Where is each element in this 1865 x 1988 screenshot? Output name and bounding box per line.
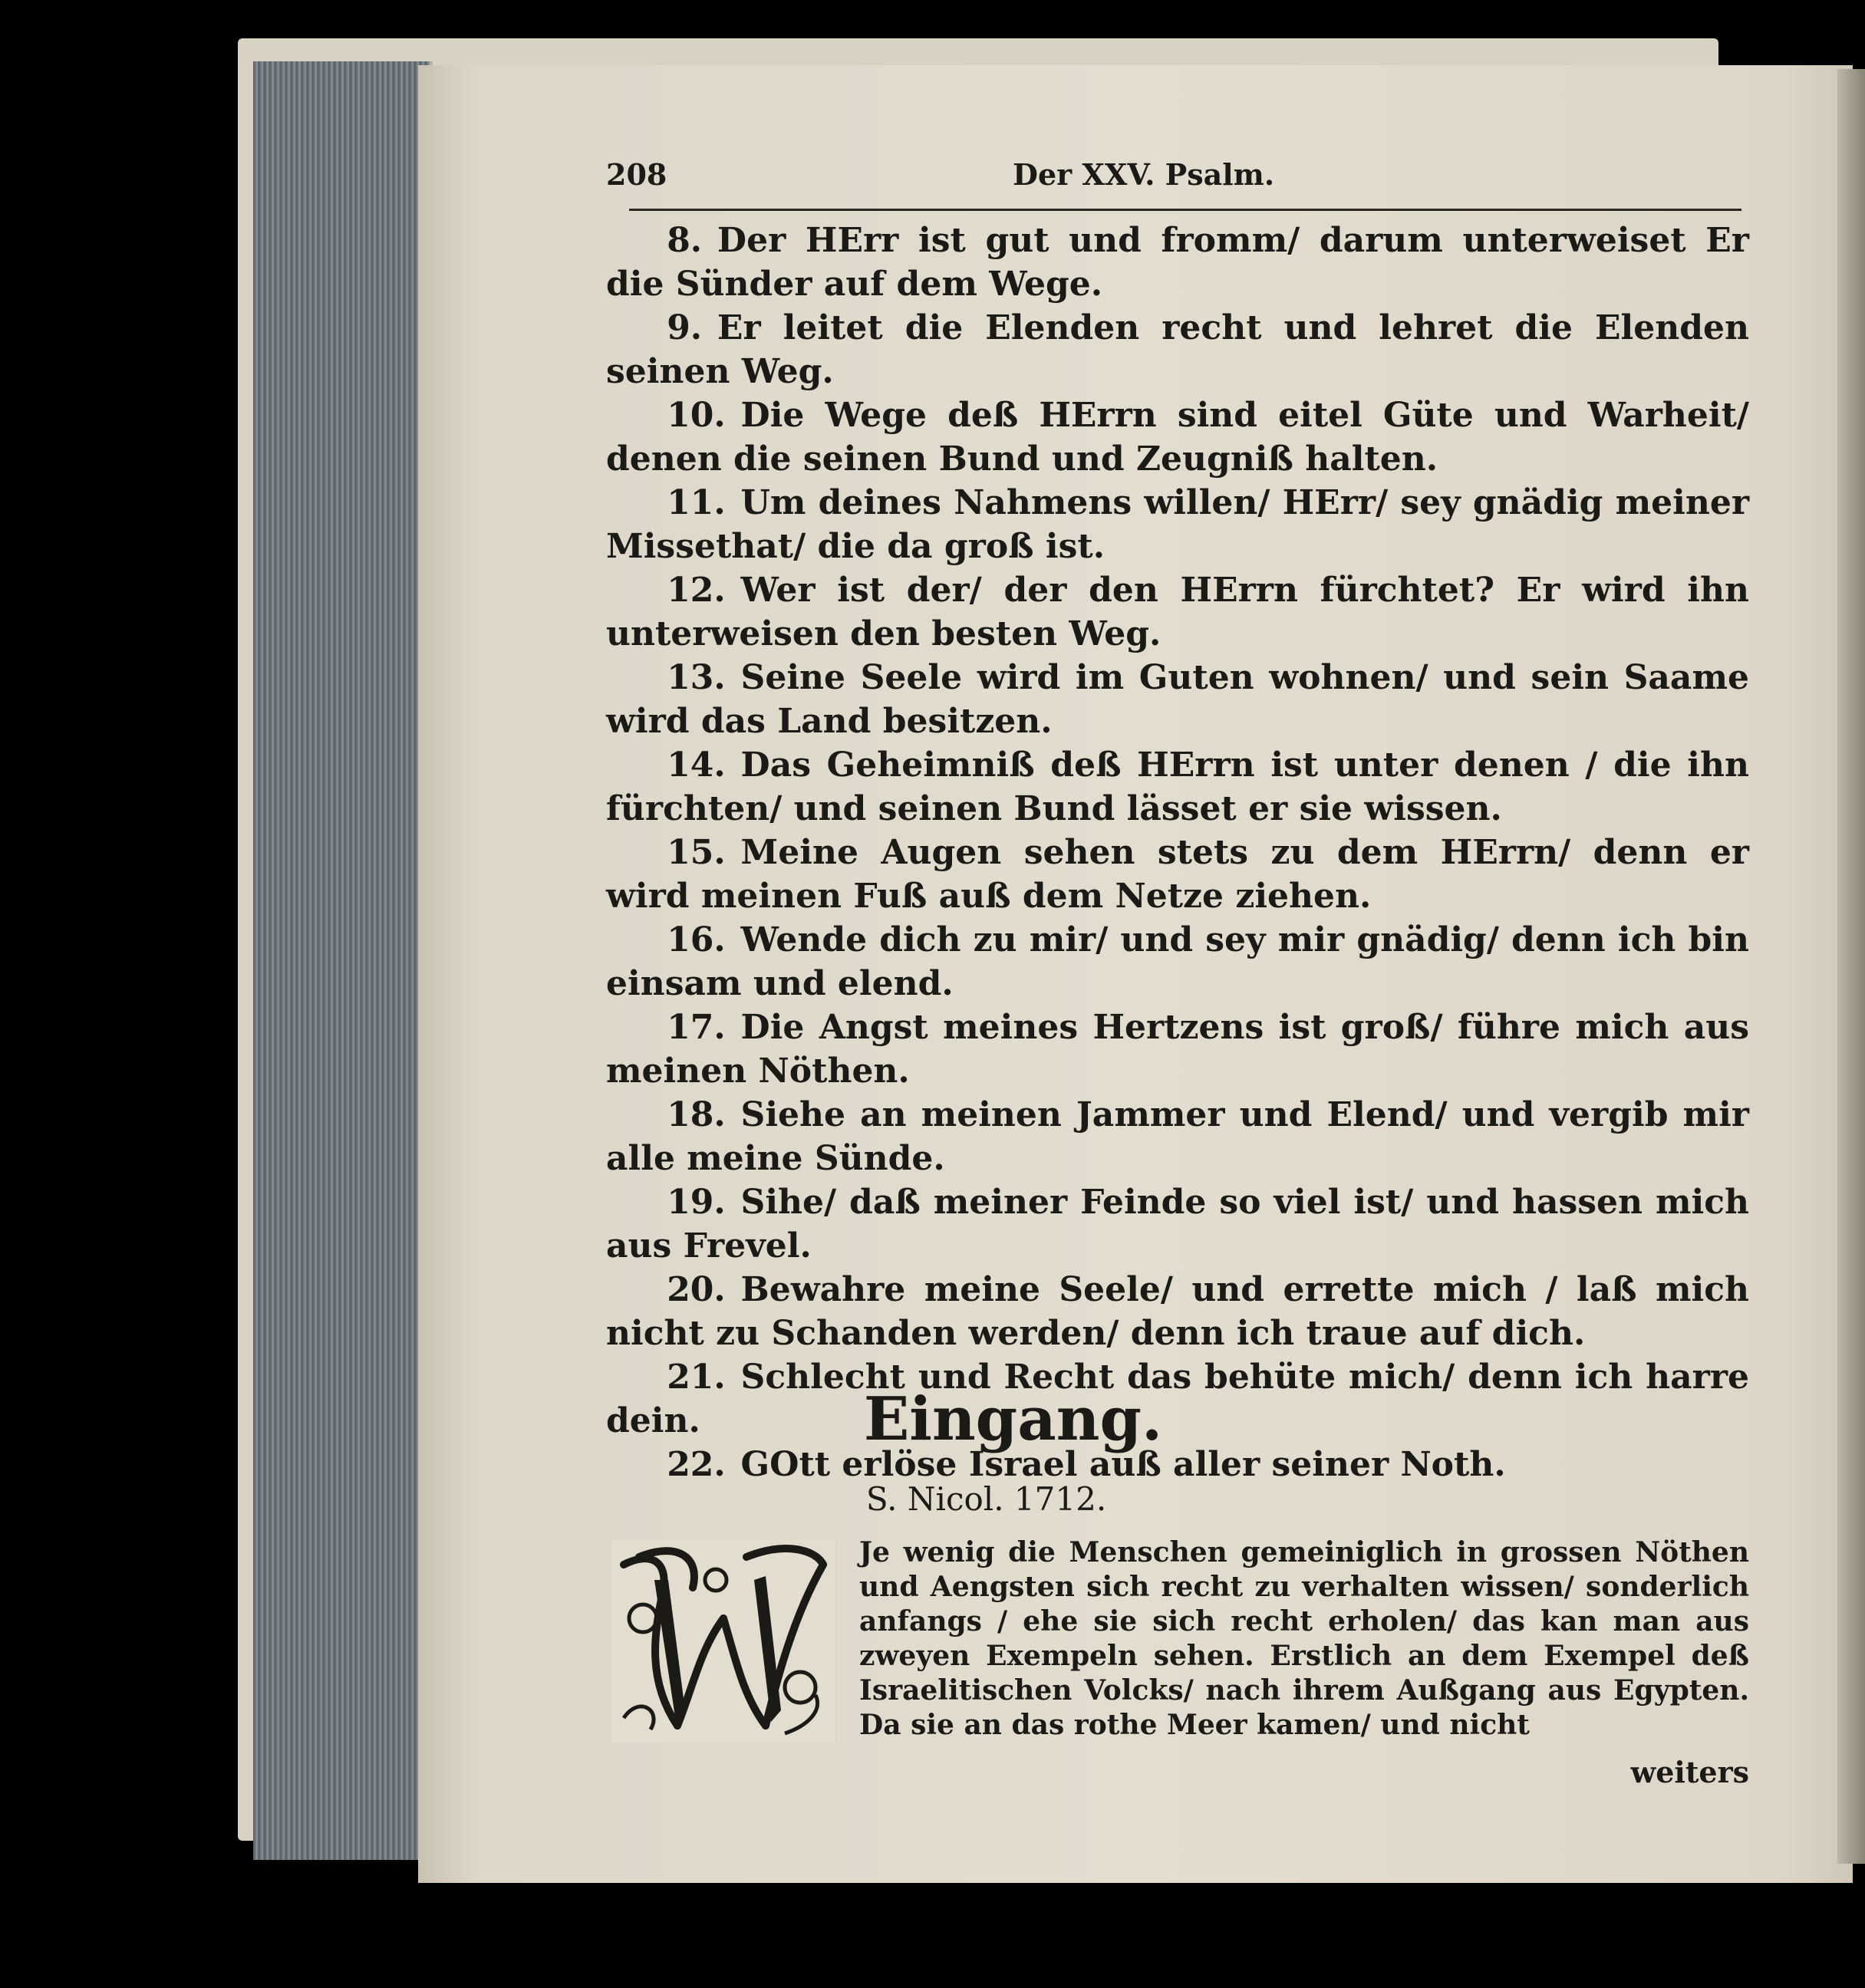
verse-text: Meine Augen sehen stets zu dem HErrn/ denn er wird meinen Fuß auß dem Netze ziehen. — [606, 833, 1749, 916]
verse-number: 21. — [667, 1358, 726, 1397]
verse-text: Schlecht und Recht das behüte mich/ denn ich harre dein. — [606, 1358, 1749, 1440]
verse — [606, 393, 1749, 481]
verse-number: 10. — [667, 396, 726, 435]
verse — [606, 831, 1749, 918]
verse — [606, 1268, 1749, 1355]
page-number: 208 — [606, 157, 667, 192]
verse-number: 8. — [667, 221, 703, 260]
running-title: Der XXV. Psalm. — [1013, 157, 1275, 192]
verse-number: 16. — [667, 920, 726, 959]
verse — [606, 481, 1749, 568]
verse-text: Wende dich zu mir/ und sey mir gnädig/ denn ich bin einsam und elend. — [606, 920, 1749, 1003]
verse — [606, 918, 1749, 1006]
catchword: weiters — [1630, 1755, 1749, 1789]
decorated-initial-w — [608, 1534, 839, 1749]
psalm-verses — [606, 219, 1749, 1486]
verse-number: 15. — [667, 833, 726, 872]
verse-text: Um deines Nahmens willen/ HErr/ sey gnädig meiner Missethat/ die da groß ist. — [606, 483, 1749, 566]
verse-text: Er leitet die Elenden recht und lehret die Elenden seinen Weg. — [606, 308, 1749, 391]
verse — [606, 568, 1749, 656]
verse-text: Der HErr ist gut und fromm/ darum unterweiset Er die Sünder auf dem Wege. — [606, 221, 1749, 304]
page-gutter-shadow — [1837, 69, 1865, 1864]
page-header — [606, 157, 1749, 203]
verse-number: 13. — [667, 658, 726, 697]
verse-text: GOtt erlöse Israel auß aller seiner Noth. — [740, 1445, 1506, 1484]
verse — [606, 1093, 1749, 1180]
verse-number: 18. — [667, 1095, 726, 1134]
verse-text: Sihe/ daß meiner Feinde so viel ist/ und hassen mich aus Frevel. — [606, 1183, 1749, 1266]
verse — [606, 306, 1749, 393]
verse-text: Seine Seele wird im Guten wohnen/ und sein Saame wird das Land besitzen. — [606, 658, 1749, 741]
verse — [606, 1180, 1749, 1268]
verse-number: 22. — [667, 1445, 726, 1484]
verse — [606, 219, 1749, 306]
verse-number: 9. — [667, 308, 703, 347]
header-rule — [629, 209, 1741, 211]
verse-number: 12. — [667, 571, 726, 610]
verse-text: Siehe an meinen Jammer und Elend/ und vergib mir alle meine Sünde. — [606, 1095, 1749, 1178]
page-edges — [253, 61, 433, 1860]
verse — [606, 1006, 1749, 1093]
verse-text: Wer ist der/ der den HErrn fürchtet? Er wird ihn unterweisen den besten Weg. — [606, 571, 1749, 653]
verse-number: 17. — [667, 1008, 726, 1047]
verse — [606, 743, 1749, 831]
verse-number: 19. — [667, 1183, 726, 1222]
section-title: Eingang. — [863, 1384, 1163, 1454]
verse-number: 14. — [667, 746, 726, 785]
verse-text: Das Geheimniß deß HErrn ist unter denen / die ihn fürchten/ und seinen Bund lässet er sie wissen. — [606, 746, 1749, 828]
verse-number: 11. — [667, 483, 726, 522]
verse-text: Bewahre meine Seele/ und errette mich / laß mich nicht zu Schanden werden/ denn ich traue auf dich. — [606, 1270, 1749, 1353]
verse — [606, 656, 1749, 743]
section-source: S. Nicol. 1712. — [865, 1480, 1107, 1518]
verse-text: Die Wege deß HErrn sind eitel Güte und Warheit/ denen die seinen Bund und Zeugniß halten. — [606, 396, 1749, 479]
body-paragraph: Je wenig die Menschen gemeiniglich in grossen Nöthen und Aengsten sich recht zu verhalten wissen/ sonderlich anfangs / ehe sie sich recht erholen/ das kan man aus zweyen Exempeln sehen. Erstlich an dem Exempel deß Israelitischen Volcks/ nach ihrem Außgang aus Egypten. Da sie an das rothe Meer kamen/ und nicht — [859, 1536, 1749, 1741]
verse-number: 20. — [667, 1270, 726, 1309]
verse-text: Die Angst meines Hertzens ist groß/ führe mich aus meinen Nöthen. — [606, 1008, 1749, 1091]
